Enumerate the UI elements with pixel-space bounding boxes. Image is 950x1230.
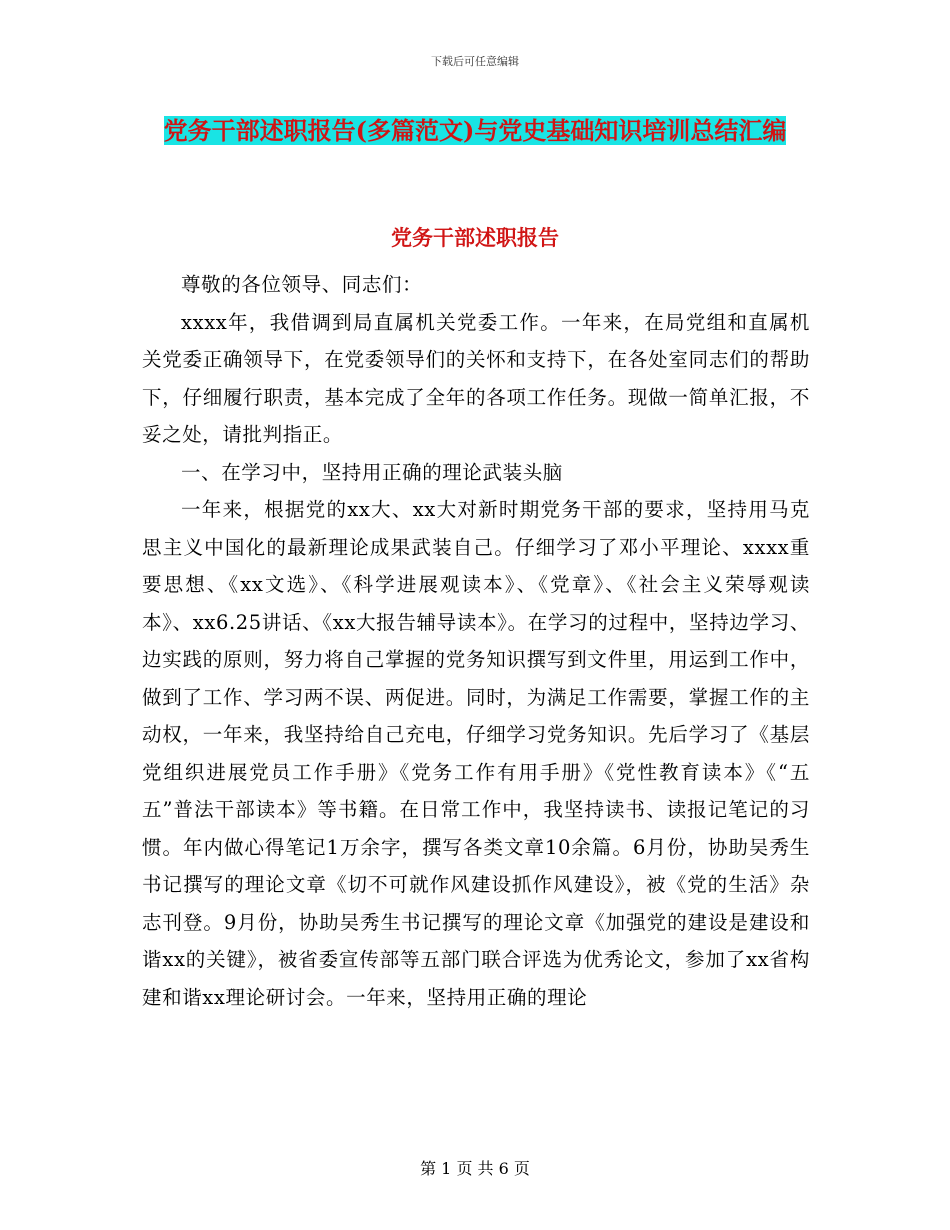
document-body <box>142 266 810 1016</box>
document-title-text: 党务干部述职报告(多篇范文)与党史基础知识培训总结汇编 <box>163 116 787 145</box>
document-title <box>140 108 810 154</box>
page-header-note: 下载后可任意编辑 <box>431 55 519 68</box>
section-title: 党务干部述职报告 <box>391 225 559 250</box>
study-paragraph: 一年来，根据党的xx大、xx大对新时期党务干部的要求，坚持用马克思主义中国化的最新理论成果武装自己。仔细学习了邓小平理论、xxxx重要思想、《xx文选》、《科学进展观读本》、《党章》、《社会主义荣辱观读本》、xx6.25讲话、《xx大报告辅导读本》。在学习的过程中，坚持边学习、边实践的原则，努力将自己掌握的党务知识撰写到文件里，用运到工作中，做到了工作、学习两不误、两促进。同时，为满足工作需要，掌握工作的主动权，一年来，我坚持给自己充电，仔细学习党务知识。先后学习了《基层党组织进展党员工作手册》《党务工作有用手册》《党性教育读本》《“五五”普法干部读本》等书籍。在日常工作中，我坚持读书、读报记笔记的习惯。年内做心得笔记1万余字，撰写各类文章10余篇。6月份，协助吴秀生书记撰写的理论文章《切不可就作风建设抓作风建设》，被《党的生活》杂志刊登。9月份，协助吴秀生书记撰写的理论文章《加强党的建设是建设和谐xx的关键》，被省委宣传部等五部门联合评选为优秀论文，参加了xx省构建和谐xx理论研讨会。一年来，坚持用正确的理论 <box>142 498 810 1009</box>
section-heading-paragraph: 一、在学习中，坚持用正确的理论武装头脑 <box>181 460 563 484</box>
salutation-paragraph: 尊敬的各位领导、同志们： <box>181 273 423 296</box>
page-number: 第 1 页 共 6 页 <box>420 1159 530 1178</box>
intro-paragraph: xxxx年，我借调到局直属机关党委工作。一年来，在局党组和直属机关党委正确领导下，在党委领导们的关怀和支持下，在各处室同志们的帮助下，仔细履行职责，基本完成了全年的各项工作任务。现做一简单汇报，不妥之处，请批判指正。 <box>142 310 810 446</box>
